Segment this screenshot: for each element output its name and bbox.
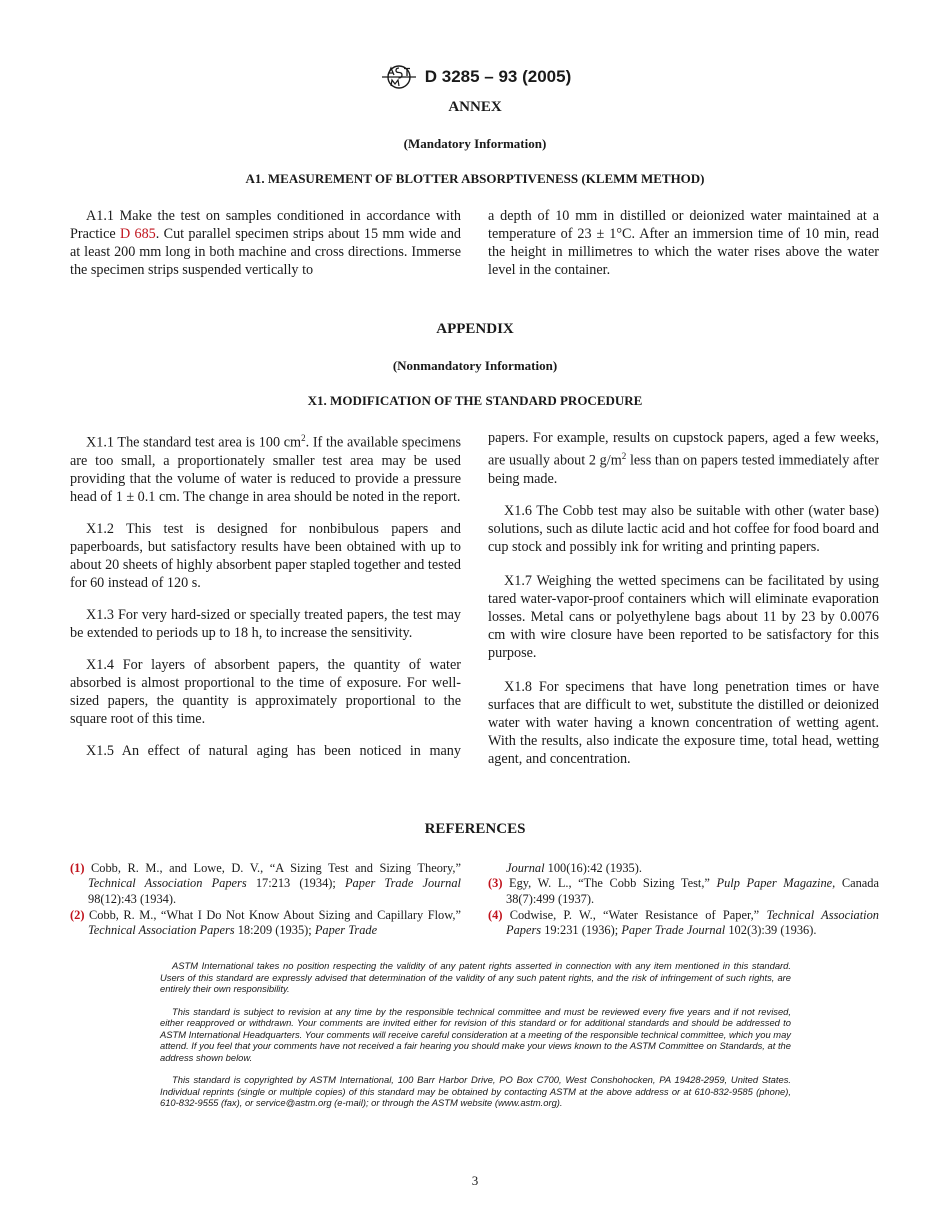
appendix-subtitle: (Nonmandatory Information) — [392, 358, 558, 373]
annex-subtitle: (Mandatory Information) — [403, 136, 547, 151]
page-number: 3 — [471, 1173, 479, 1188]
reference-3: (3) Egy, W. L., “The Cobb Sizing Test,” Pulp Paper Magazine, Canada 38(7):499 (1937). — [488, 876, 879, 906]
reference-2: (2) Cobb, R. M., “What I Do Not Know About Sizing and Capillary Flow,” Technical Association Papers 18:209 (1935); Paper Trade — [70, 907, 461, 938]
astm-logo — [379, 62, 419, 92]
paragraph-x1-6: X1.6 The Cobb test may also be suitable with other (water base) solutions, such as dilute lactic acid and hot coffee for food board and cup stock and possibly ink for writing and printing papers. — [488, 502, 879, 555]
appendix-left-column — [70, 429, 461, 774]
reference-1: (1) Cobb, R. M., and Lowe, D. V., “A Sizing Test and Sizing Theory,” Technical Association Papers 17:213 (1934); Paper Trade Journal 98(12):43 (1934). — [70, 861, 461, 906]
annex-section-heading: A1. MEASUREMENT OF BLOTTER ABSORPTIVENESS (KLEMM METHOD) — [245, 171, 705, 186]
legal-notices — [160, 960, 791, 1120]
appendix-section-heading: X1. MODIFICATION OF THE STANDARD PROCEDURE — [307, 393, 643, 408]
reference-4: (4) Codwise, P. W., “Water Resistance of Paper,” Technical Association Papers 19:231 (1936); Paper Trade Journal 102(3):39 (1936). — [488, 907, 880, 938]
reference-2-number[interactable]: (2) — [70, 907, 85, 922]
annex-title: ANNEX — [448, 99, 502, 115]
copyright-notice: This standard is copyrighted by ASTM International, 100 Barr Harbor Drive, PO Box C700, West Conshohocken, PA 19428-2959, United States. Individual reprints (single or multiple copies) of this standard may be obtained by contacting ASTM at the above address or at 610-832-9585 (phone), 610-832-9555 (fax), or service@astm.org (e-mail); or through the ASTM website (www.astm.org). — [160, 1074, 791, 1108]
reference-3-number[interactable]: (3) — [488, 876, 503, 891]
page-header — [0, 60, 950, 94]
references-right-column — [488, 861, 879, 938]
paragraph-x1-1: X1.1 The standard test area is 100 $cm^2$. If the available specimens are too small, a proportionately smaller test area may be used providing that the volume of water is reduced to provide a pressure head of 1 ± 0.1 cm. The change in area should be noted in the report. — [70, 433, 461, 505]
paragraph-x1-5-continued: papers. For example, results on cupstock papers, aged a few weeks, are usually about 2 $g/m^2$ less than on papers tested immediately after being made. — [488, 430, 879, 487]
paragraph-a1-1: A1.1 Make the test on samples conditioned in accordance with Practice D 685. Cut parallel specimen strips about 15 mm wide and at least 200 mm long in both machine and cross directions. Immerse the specimen strips suspended vertically to — [70, 208, 462, 278]
reference-2-continued: Journal 100(16):42 (1935). — [506, 861, 642, 875]
reference-1-number[interactable]: (1) — [70, 861, 85, 875]
paragraph-a1-1-continued: a depth of 10 mm in distilled or deionized water maintained at a temperature of 23 ± 1°C. After an immersion time of 10 min, read the height in millimetres to which the water rises above the water level in the container. — [488, 208, 879, 278]
annex-right-column — [488, 207, 879, 293]
patent-notice: ASTM International takes no position respecting the validity of any patent rights asserted in connection with any item mentioned in this standard. Users of this standard are expressly advised that determination of the validity of any such patent rights, and the risk of infringement of such rights, are entirely their own responsibility. — [160, 960, 791, 994]
paragraph-x1-7: X1.7 Weighing the wetted specimens can be facilitated by using tared water-vapor-proof containers which will eliminate evaporation losses. Metal cans or polyethylene bags about 11 by 23 by 0.0076 cm with wire closure have been reported to be satisfactory for this purpose. — [488, 572, 879, 661]
references-left-column — [70, 861, 461, 938]
paragraph-x1-5: X1.5 An effect of natural aging has been noticed in many — [86, 742, 461, 759]
paragraph-x1-4: X1.4 For layers of absorbent papers, the quantity of water absorbed is almost proportional to the time of exposure. For well-sized papers, the quantity is approximately proportional to the square root of this time. — [70, 656, 461, 727]
reference-4-number[interactable]: (4) — [488, 907, 503, 922]
practice-d685-link[interactable]: D 685 — [119, 226, 156, 242]
paragraph-x1-3: X1.3 For very hard-sized or specially treated papers, the test may be extended to periods up to 18 h, to increase the sensitivity. — [70, 606, 461, 641]
references-title: REFERENCES — [424, 821, 526, 837]
paragraph-x1-8: X1.8 For specimens that have long penetration times or have surfaces that are difficult to wet, substitute the distilled or deionized water with water having a known concentration of wetting agent. With the results, also indicate the exposure time, total head, wetting agent, and concentration. — [488, 678, 879, 767]
revision-notice: This standard is subject to revision at any time by the responsible technical committee and must be reviewed every five years and if not revised, either reapproved or withdrawn. Your comments are invited either for revision of this standard or for additional standards and should be addressed to ASTM International Headquarters. Your comments will receive careful consideration at a meeting of the responsible technical committee, which you may attend. If you feel that your comments have not received a fair hearing you should make your views known to the ASTM Committee on Standards, at the address shown below. — [160, 1005, 791, 1063]
annex-left-column — [70, 207, 461, 293]
appendix-title: APPENDIX — [436, 321, 514, 337]
paragraph-x1-2: X1.2 This test is designed for nonbibulous papers and paperboards, but satisfactory results have been obtained with up to about 20 sheets of highly absorbent paper stapled together and tested for 60 instead of 120 s. — [70, 520, 461, 591]
appendix-right-column — [488, 429, 879, 782]
standard-designation: D 3285 – 93 (2005) — [424, 67, 572, 86]
